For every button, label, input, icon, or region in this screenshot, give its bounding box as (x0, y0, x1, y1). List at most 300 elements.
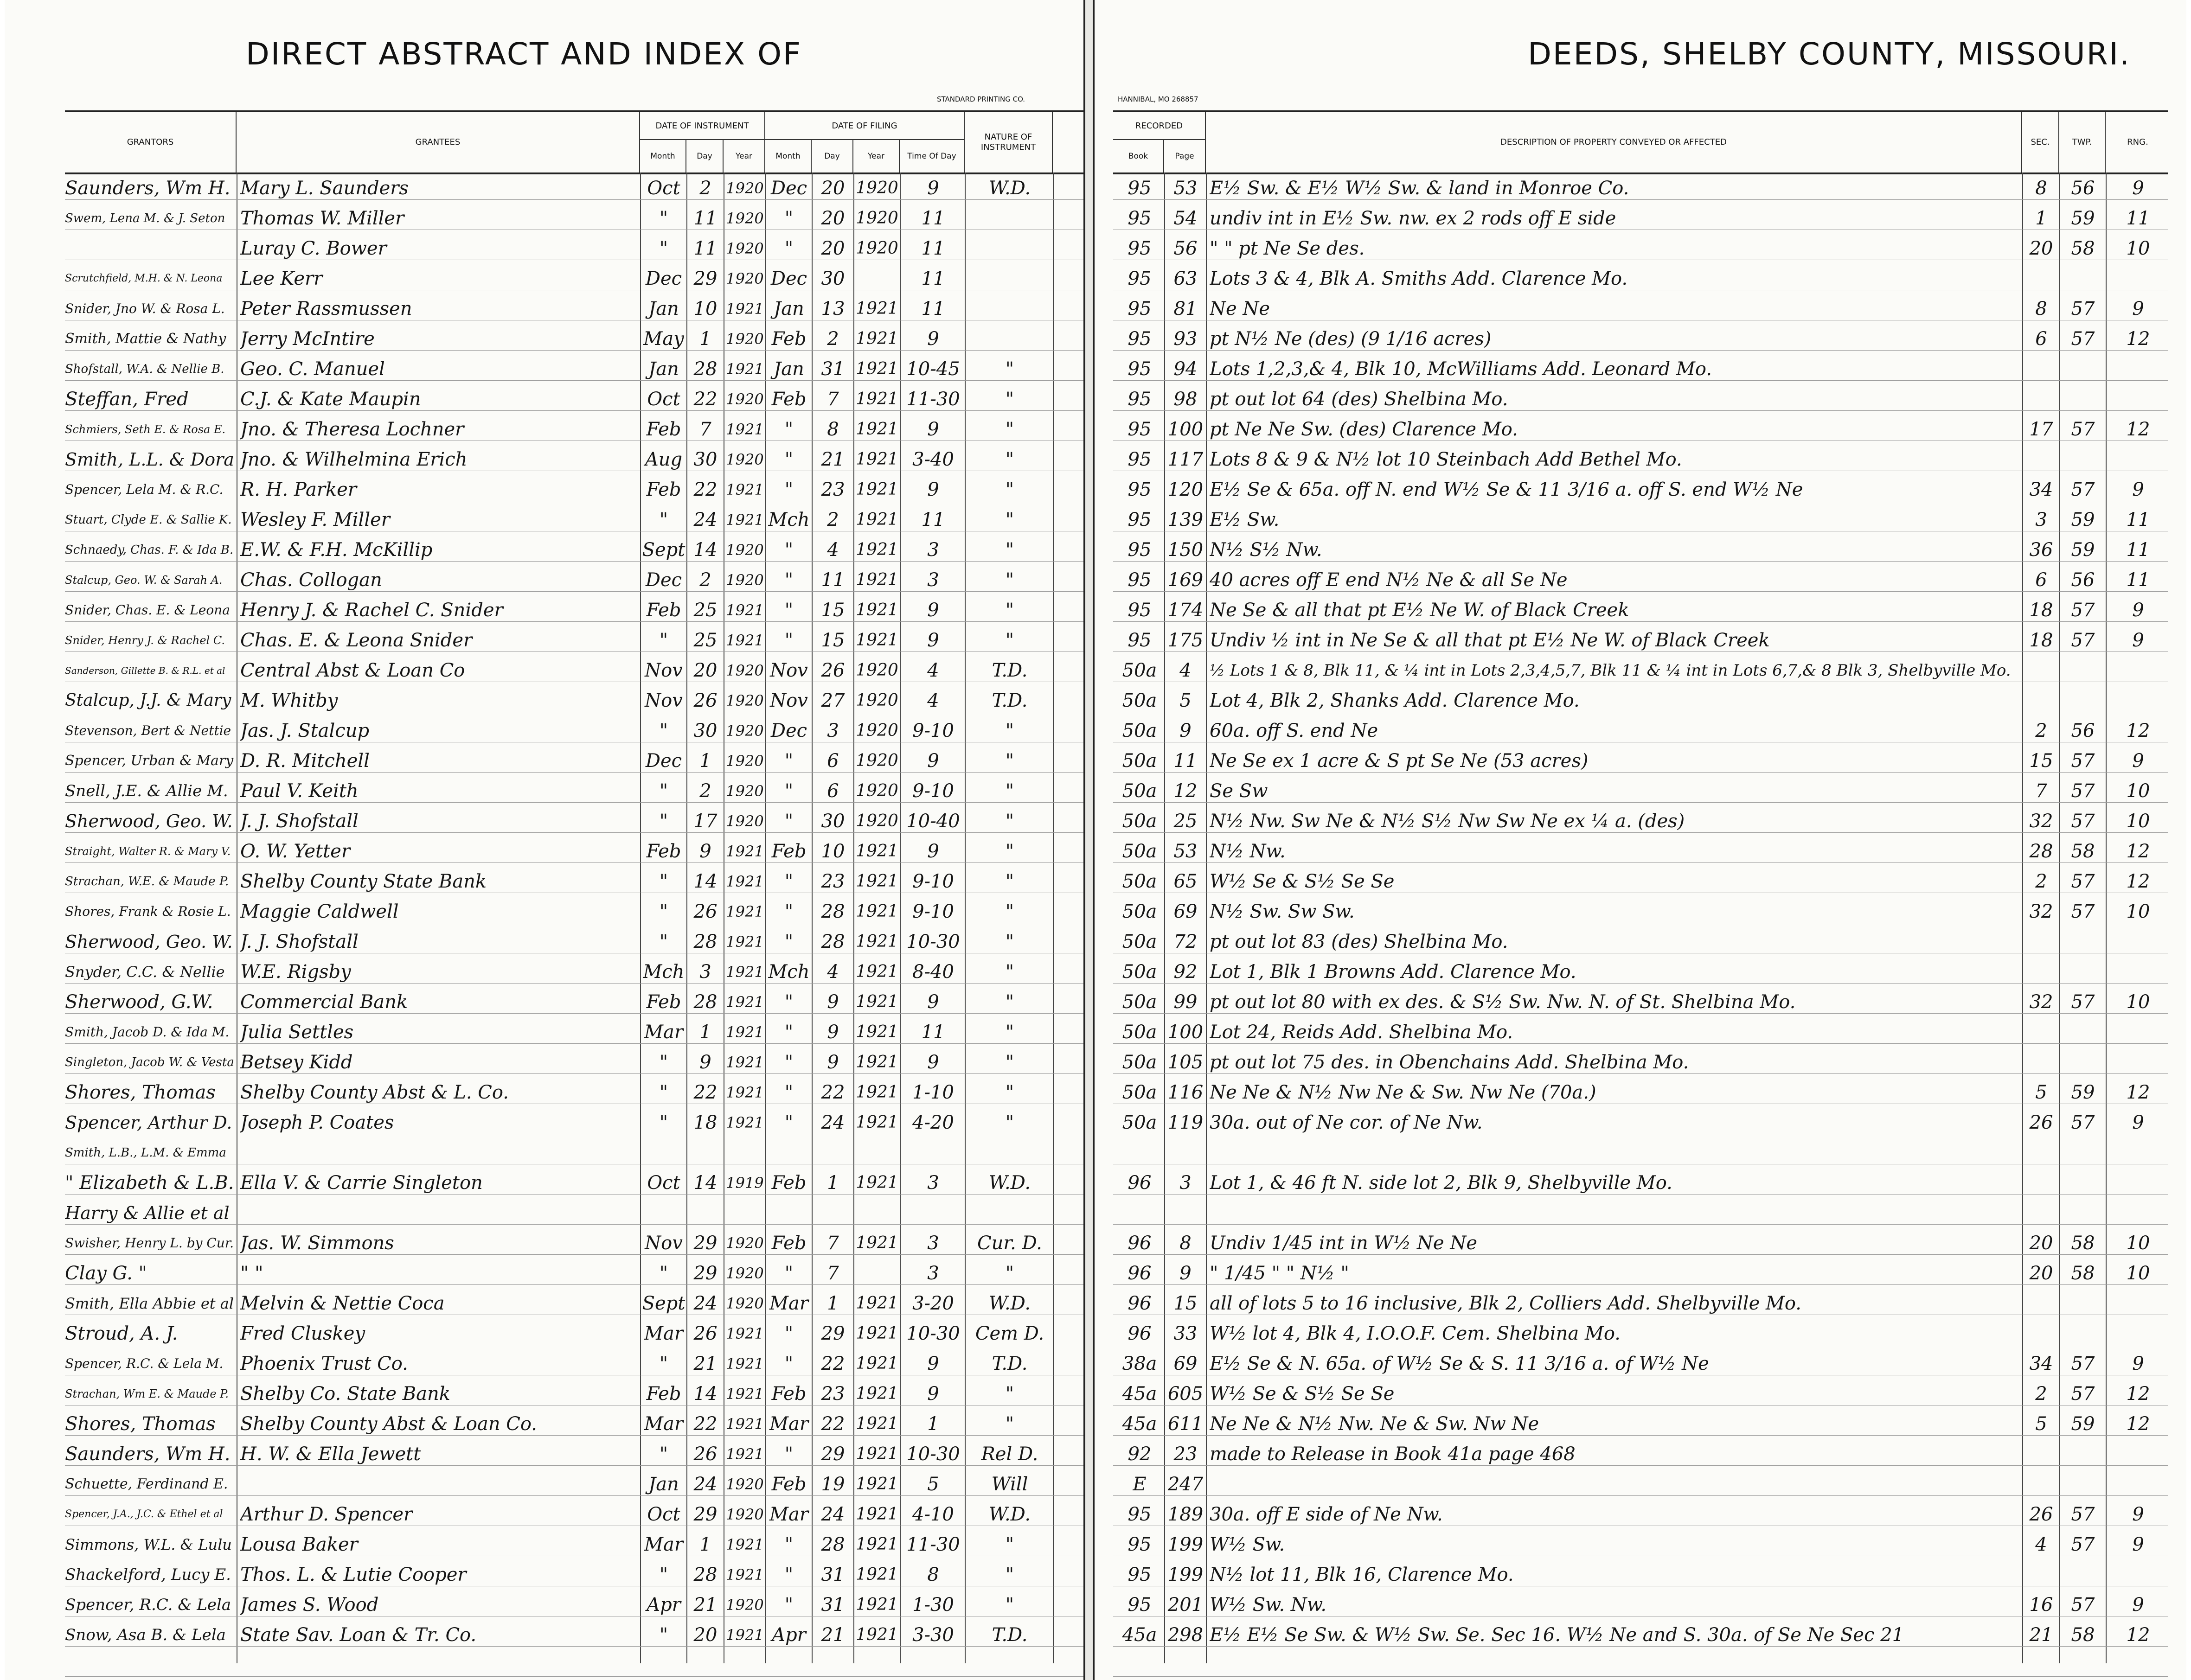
right-entry-row (1113, 416, 2168, 442)
page-cell: 11 (1173, 750, 1198, 772)
grantor-cell: Smith, Mattie & Nathy (65, 331, 226, 347)
filing-month-cell: Mch (768, 961, 810, 983)
left-entry-row (65, 959, 1083, 985)
description-cell: Undiv 1/45 int in W½ Ne Ne (1210, 1233, 1477, 1254)
filing-year-cell: 1921 (856, 842, 898, 861)
grantee-cell: Jerry McIntire (240, 328, 375, 350)
description-cell: pt out lot 64 (des) Shelbina Mo. (1210, 389, 1508, 410)
twp-cell: 56 (2071, 720, 2095, 741)
filing-year-cell: 1921 (856, 1595, 898, 1614)
page-cell: 69 (1173, 901, 1198, 922)
twp-cell: 58 (2071, 841, 2095, 862)
book-cell: 50a (1122, 1022, 1157, 1043)
book-cell: 95 (1128, 569, 1152, 591)
filing-year-cell: 1921 (856, 1053, 898, 1072)
book-cell: 50a (1122, 1082, 1157, 1103)
sec-cell: 3 (2035, 509, 2047, 530)
description-cell: made to Release in Book 41a page 468 (1210, 1444, 1576, 1465)
filing-year-cell: 1921 (856, 480, 898, 499)
twp-cell: 57 (2071, 328, 2095, 350)
instrument-day-cell: 14 (693, 1383, 718, 1405)
right-entry-row (1113, 688, 2168, 714)
instrument-month-cell: " (659, 871, 668, 892)
right-entry-row (1113, 1170, 2168, 1196)
filing-year-cell: 1920 (856, 721, 898, 740)
left-entry-row (65, 1381, 1083, 1407)
instrument-month-cell: " (659, 1353, 668, 1374)
grantor-cell: Stalcup, Geo. W. & Sarah A. (65, 574, 223, 587)
page-cell: 169 (1167, 569, 1204, 591)
grantee-cell: Central Abst & Loan Co (240, 660, 465, 681)
filing-month-cell: " (784, 1564, 794, 1585)
time-of-day-cell: 3-40 (912, 449, 954, 470)
time-of-day-cell: 3 (927, 569, 939, 591)
twp-cell: 57 (2071, 1534, 2095, 1555)
nature-cell: " (1005, 569, 1014, 591)
grantor-cell: Snider, Chas. E. & Leona (65, 602, 230, 618)
filing-year-cell: 1921 (856, 299, 898, 318)
right-column-header (1113, 110, 2168, 174)
rng-cell: 11 (2126, 569, 2150, 591)
sec-cell: 32 (2029, 811, 2053, 832)
sec-cell: 8 (2035, 178, 2047, 199)
filing-year-cell: 1921 (856, 1233, 898, 1252)
instrument-year-cell: 1920 (726, 270, 764, 287)
header-book: Book (1113, 140, 1164, 172)
filing-day-cell: 22 (821, 1082, 845, 1103)
description-cell: E½ Sw. & E½ W½ Sw. & land in Monroe Co. (1210, 178, 1629, 199)
description-cell: W½ Sw. (1210, 1534, 1285, 1555)
instrument-day-cell: 20 (693, 1624, 718, 1646)
filing-day-cell: 23 (821, 1383, 845, 1405)
sec-cell: 20 (2029, 1233, 2053, 1254)
book-cell: 95 (1128, 449, 1152, 470)
description-cell: 30a. off E side of Ne Nw. (1210, 1504, 1443, 1525)
book-cell: 50a (1122, 720, 1157, 741)
instrument-day-cell: 28 (693, 1564, 718, 1585)
grantee-cell: Fred Cluskey (240, 1323, 365, 1344)
grantee-cell: Melvin & Nettie Coca (240, 1293, 445, 1314)
right-entry-row (1113, 1321, 2168, 1347)
instrument-month-cell: Aug (645, 449, 683, 470)
filing-month-cell: Nov (770, 660, 808, 681)
filing-year-cell: 1920 (856, 179, 898, 198)
description-cell: N½ Sw. Sw Sw. (1210, 901, 1355, 922)
sec-cell: 6 (2035, 569, 2047, 591)
rng-cell: 12 (2126, 1624, 2150, 1646)
instrument-year-cell: 1920 (726, 1265, 764, 1282)
instrument-year-cell: 1920 (726, 722, 764, 740)
grantor-cell: Spencer, J.A., J.C. & Ethel et al (65, 1508, 223, 1520)
description-cell: Undiv ½ int in Ne Se & all that pt E½ Ne W. of Black Creek (1210, 630, 1770, 651)
instrument-month-cell: " (659, 931, 668, 952)
grantor-cell: Shores, Thomas (65, 1413, 216, 1435)
left-entry-row (65, 236, 1083, 262)
time-of-day-cell: 9-10 (912, 871, 954, 892)
grantor-cell: Strachan, W.E. & Maude P. (65, 875, 229, 888)
right-entry-row (1113, 959, 2168, 985)
filing-year-cell: 1921 (856, 1475, 898, 1494)
filing-day-cell: 7 (827, 389, 839, 410)
sec-cell: 26 (2029, 1504, 2053, 1525)
description-cell: E½ Se & 65a. off N. end W½ Se & 11 3/16 a. off S. end W½ Ne (1210, 479, 1803, 500)
rng-cell: 12 (2126, 871, 2150, 892)
instrument-month-cell: " (659, 1624, 668, 1646)
grantor-cell: Saunders, Wm H. (65, 1444, 231, 1465)
instrument-day-cell: 24 (693, 1293, 718, 1314)
nature-cell: " (1005, 780, 1014, 802)
grantee-cell: Maggie Caldwell (240, 901, 399, 922)
right-page (1093, 0, 2186, 1680)
time-of-day-cell: 9 (927, 419, 939, 440)
grantee-cell: Jas. J. Stalcup (240, 720, 370, 741)
right-entry-row (1113, 1140, 2168, 1166)
page-cell: 119 (1167, 1112, 1204, 1133)
grantee-cell: M. Whitby (240, 690, 338, 711)
description-cell: ½ Lots 1 & 8, Blk 11, & ¼ int in Lots 2,3,4,5,7, Blk 11 & ¼ int in Lots 6,7,& 8 Blk 3, Shelbyville Mo. (1210, 661, 2011, 680)
left-entry-row (65, 778, 1083, 804)
filing-month-cell: " (784, 238, 794, 259)
page-cell: 116 (1167, 1082, 1204, 1103)
book-cell: 95 (1128, 419, 1152, 440)
twp-cell: 57 (2071, 1383, 2095, 1405)
instrument-day-cell: 11 (693, 208, 718, 229)
page-cell: 23 (1173, 1444, 1198, 1465)
left-entry-row (65, 1260, 1083, 1286)
filing-year-cell: 1921 (856, 390, 898, 409)
right-entry-row (1113, 175, 2168, 201)
header-description: DESCRIPTION OF PROPERTY CONVEYED OR AFFECTED (1206, 112, 2022, 172)
sec-cell: 8 (2035, 298, 2047, 319)
time-of-day-cell: 11-30 (906, 1534, 960, 1555)
time-of-day-cell: 3-20 (912, 1293, 954, 1314)
instrument-year-cell: 1921 (726, 873, 764, 890)
grantee-cell: Shelby County Abst & Loan Co. (240, 1413, 537, 1435)
header-instrument-day: Day (686, 140, 724, 172)
twp-cell: 57 (2071, 901, 2095, 922)
instrument-day-cell: 1 (699, 750, 711, 772)
right-entry-row (1113, 748, 2168, 774)
filing-day-cell: 6 (827, 780, 839, 802)
left-entry-row (65, 989, 1083, 1015)
filing-day-cell: 22 (821, 1353, 845, 1374)
filing-day-cell: 21 (821, 1624, 845, 1646)
twp-cell: 59 (2071, 1413, 2095, 1435)
twp-cell: 57 (2071, 811, 2095, 832)
time-of-day-cell: 10-30 (906, 1323, 960, 1344)
left-entry-row (65, 1471, 1083, 1497)
grantor-cell: Sanderson, Gillette B. & R.L. et al (65, 665, 225, 676)
right-entry-row (1113, 1290, 2168, 1316)
description-cell: Ne Se ex 1 acre & S pt Se Ne (53 acres) (1210, 750, 1589, 772)
instrument-month-cell: Mar (644, 1323, 683, 1344)
right-entry-row (1113, 1562, 2168, 1588)
sec-cell: 17 (2029, 419, 2053, 440)
page-cell: 247 (1167, 1474, 1204, 1495)
left-entry-row (65, 1592, 1083, 1618)
filing-year-cell: 1921 (856, 631, 898, 650)
left-entry-row (65, 718, 1083, 744)
right-entry-row (1113, 1592, 2168, 1618)
grantor-cell: Shackelford, Lucy E. (65, 1565, 231, 1584)
sec-cell: 21 (2029, 1624, 2053, 1646)
grantee-cell: Luray C. Bower (240, 238, 387, 259)
right-entry-row (1113, 507, 2168, 533)
description-cell: W½ Se & S½ Se Se (1210, 1383, 1395, 1405)
header-rng: RNG. (2127, 137, 2148, 147)
sec-cell: 34 (2029, 479, 2053, 500)
header-recorded: RECORDED (1113, 112, 1206, 140)
nature-cell: " (1005, 509, 1014, 530)
instrument-year-cell: 1920 (726, 1506, 764, 1523)
filing-month-cell: " (784, 630, 794, 651)
grantor-cell: Stevenson, Bert & Nettie (65, 723, 231, 738)
filing-month-cell: Mar (769, 1413, 808, 1435)
book-cell: 95 (1128, 268, 1152, 289)
instrument-month-cell: " (659, 901, 668, 922)
sec-cell: 2 (2035, 720, 2047, 741)
filing-day-cell: 31 (821, 358, 845, 380)
instrument-day-cell: 29 (693, 1263, 718, 1284)
page-cell: 56 (1173, 238, 1198, 259)
sec-cell: 7 (2035, 780, 2047, 802)
instrument-year-cell: 1919 (726, 1174, 764, 1192)
nature-cell: " (1005, 961, 1014, 983)
filing-month-cell: Feb (771, 389, 807, 410)
instrument-year-cell: 1920 (726, 240, 764, 257)
filing-year-cell: 1921 (856, 1022, 898, 1041)
instrument-day-cell: 28 (693, 931, 718, 952)
instrument-year-cell: 1921 (726, 1325, 764, 1342)
grantee-cell: Peter Rassmussen (240, 298, 412, 319)
filing-month-cell: Feb (771, 1172, 807, 1194)
left-page (5, 0, 1085, 1680)
left-column-header (65, 110, 1083, 174)
left-entry-row (65, 658, 1083, 683)
instrument-month-cell: Dec (645, 569, 682, 591)
instrument-day-cell: 3 (699, 961, 711, 983)
printer-mark: STANDARD PRINTING CO. (937, 95, 1025, 103)
left-entry-row (65, 597, 1083, 623)
grantee-cell: Shelby County State Bank (240, 871, 487, 892)
page-cell: 53 (1173, 841, 1198, 862)
instrument-year-cell: 1920 (726, 571, 764, 589)
instrument-year-cell: 1920 (726, 451, 764, 468)
time-of-day-cell: 9 (927, 841, 939, 862)
rng-cell: 12 (2126, 841, 2150, 862)
book-cell: 50a (1122, 750, 1157, 772)
right-entry-row (1113, 718, 2168, 744)
filing-day-cell: 2 (827, 509, 839, 530)
filing-day-cell: 4 (827, 539, 839, 561)
filing-day-cell: 20 (821, 238, 845, 259)
instrument-month-cell: " (659, 509, 668, 530)
twp-cell: 56 (2071, 569, 2095, 591)
page-cell: 33 (1173, 1323, 1198, 1344)
instrument-day-cell: 9 (699, 1052, 711, 1073)
book-cell: 95 (1128, 1564, 1152, 1585)
twp-cell: 57 (2071, 600, 2095, 621)
time-of-day-cell: 10-45 (906, 358, 960, 380)
instrument-year-cell: 1921 (726, 993, 764, 1011)
time-of-day-cell: 4 (927, 690, 939, 711)
grantee-cell: Shelby Co. State Bank (240, 1383, 450, 1405)
filing-month-cell: " (784, 1052, 794, 1073)
instrument-month-cell: May (643, 328, 684, 350)
description-cell: " 1/45 " " N½ " (1210, 1263, 1349, 1284)
right-entry-row (1113, 1110, 2168, 1136)
instrument-day-cell: 24 (693, 1474, 718, 1495)
rng-cell: 12 (2126, 1383, 2150, 1405)
page-cell: 69 (1173, 1353, 1198, 1374)
left-entry-row (65, 1140, 1083, 1166)
right-entry-row (1113, 567, 2168, 593)
twp-cell: 57 (2071, 1504, 2095, 1525)
nature-cell: Cur. D. (977, 1233, 1042, 1254)
nature-cell: W.D. (988, 1293, 1031, 1314)
header-twp: TWP. (2059, 112, 2106, 172)
left-entry-row (65, 1080, 1083, 1105)
grantor-cell: Schuette, Ferdinand E. (65, 1476, 228, 1492)
filing-year-cell: 1921 (856, 420, 898, 439)
filing-day-cell: 10 (821, 841, 845, 862)
right-entry-row (1113, 627, 2168, 653)
instrument-day-cell: 7 (699, 419, 711, 440)
sec-cell: 20 (2029, 238, 2053, 259)
sec-cell: 2 (2035, 871, 2047, 892)
filing-year-cell: 1921 (856, 540, 898, 559)
right-entry-row (1113, 1411, 2168, 1437)
filing-year-cell: 1921 (856, 932, 898, 951)
left-entry-row (65, 1622, 1083, 1648)
right-entry-row (1113, 838, 2168, 864)
description-cell: N½ S½ Nw. (1210, 539, 1322, 561)
left-entry-row (65, 447, 1083, 473)
instrument-year-cell: 1920 (726, 692, 764, 709)
filing-month-cell: Feb (771, 1233, 807, 1254)
nature-cell: T.D. (992, 1624, 1028, 1646)
left-entry-row (65, 477, 1083, 503)
description-cell: Ne Ne (1210, 298, 1270, 319)
left-entry-row (65, 627, 1083, 653)
rng-cell: 9 (2132, 1504, 2144, 1525)
filing-year-cell: 1920 (856, 751, 898, 770)
time-of-day-cell: 9-10 (912, 780, 954, 802)
book-cell: 95 (1128, 328, 1152, 350)
twp-cell: 58 (2071, 1263, 2095, 1284)
description-cell: Lot 4, Blk 2, Shanks Add. Clarence Mo. (1210, 690, 1580, 711)
instrument-day-cell: 29 (693, 1504, 718, 1525)
filing-year-cell: 1921 (856, 1505, 898, 1524)
nature-cell: " (1005, 1594, 1014, 1616)
instrument-month-cell: " (659, 208, 668, 229)
grantee-cell: Chas. Collogan (240, 569, 382, 591)
instrument-day-cell: 22 (693, 1082, 718, 1103)
page-cell: 94 (1173, 358, 1198, 380)
filing-year-cell: 1921 (856, 1535, 898, 1554)
time-of-day-cell: 4-20 (912, 1112, 954, 1133)
filing-month-cell: Jan (774, 358, 804, 380)
nature-cell: T.D. (992, 690, 1028, 711)
right-entry-row (1113, 1019, 2168, 1045)
grantor-cell: Sherwood, Geo. W. (65, 811, 233, 831)
rng-cell: 9 (2132, 1594, 2144, 1616)
book-cell: 50a (1122, 961, 1157, 983)
instrument-year-cell: 1920 (726, 1234, 764, 1252)
grantee-cell: J. J. Shofstall (240, 811, 359, 832)
description-cell: Lots 1,2,3,& 4, Blk 10, McWilliams Add. Leonard Mo. (1210, 358, 1712, 380)
book-cell: 95 (1128, 208, 1152, 229)
instrument-year-cell: 1921 (726, 300, 764, 318)
nature-cell: " (1005, 811, 1014, 832)
left-entry-row (65, 1411, 1083, 1437)
nature-cell: " (1005, 1082, 1014, 1103)
instrument-year-cell: 1921 (726, 1566, 764, 1584)
rng-cell: 9 (2132, 1112, 2144, 1133)
right-entry-row (1113, 1080, 2168, 1105)
grantor-cell: Schnaedy, Chas. F. & Ida B. (65, 543, 234, 557)
sec-cell: 18 (2029, 600, 2053, 621)
filing-year-cell: 1921 (856, 510, 898, 529)
instrument-day-cell: 26 (693, 901, 718, 922)
instrument-month-cell: Oct (647, 1504, 680, 1525)
filing-year-cell: 1921 (856, 1565, 898, 1584)
left-entry-row (65, 899, 1083, 925)
right-entry-row (1113, 537, 2168, 563)
filing-year-cell: 1921 (856, 992, 898, 1011)
filing-year-cell: 1921 (856, 1354, 898, 1373)
rng-cell: 9 (2132, 1534, 2144, 1555)
rng-cell: 9 (2132, 479, 2144, 500)
filing-month-cell: Jan (774, 298, 804, 319)
header-grantees: GRANTEES (237, 112, 640, 172)
instrument-month-cell: " (659, 1263, 668, 1284)
nature-cell: " (1005, 539, 1014, 561)
instrument-day-cell: 22 (693, 479, 718, 500)
grantor-cell: Snider, Henry J. & Rachel C. (65, 634, 225, 647)
page-cell: 3 (1179, 1172, 1192, 1194)
book-cell: 50a (1122, 660, 1157, 681)
instrument-year-cell: 1920 (726, 662, 764, 679)
grantor-cell: Harry & Allie et al (65, 1203, 230, 1223)
sec-cell: 4 (2035, 1534, 2047, 1555)
description-cell: " " pt Ne Se des. (1210, 238, 1365, 259)
left-entry-row (65, 1019, 1083, 1045)
instrument-year-cell: 1921 (726, 933, 764, 951)
sec-cell: 6 (2035, 328, 2047, 350)
filing-day-cell: 1 (827, 1172, 839, 1194)
sec-cell: 32 (2029, 901, 2053, 922)
twp-cell: 58 (2071, 238, 2095, 259)
left-entry-row (65, 266, 1083, 292)
rng-cell: 11 (2126, 208, 2150, 229)
instrument-month-cell: Feb (646, 600, 681, 621)
book-cell: 50a (1122, 841, 1157, 862)
book-cell: 96 (1128, 1293, 1152, 1314)
nature-cell: W.D. (988, 1172, 1031, 1194)
right-entry-row (1113, 1200, 2168, 1226)
book-cell: 95 (1128, 1504, 1152, 1525)
rng-cell: 12 (2126, 419, 2150, 440)
sec-cell: 26 (2029, 1112, 2053, 1133)
instrument-year-cell: 1920 (726, 390, 764, 408)
grantee-cell: R. H. Parker (240, 479, 357, 500)
nature-cell: " (1005, 1022, 1014, 1043)
filing-day-cell: 20 (821, 178, 845, 199)
instrument-day-cell: 1 (699, 1534, 711, 1555)
instrument-day-cell: 30 (693, 449, 718, 470)
right-entry-row (1113, 929, 2168, 955)
